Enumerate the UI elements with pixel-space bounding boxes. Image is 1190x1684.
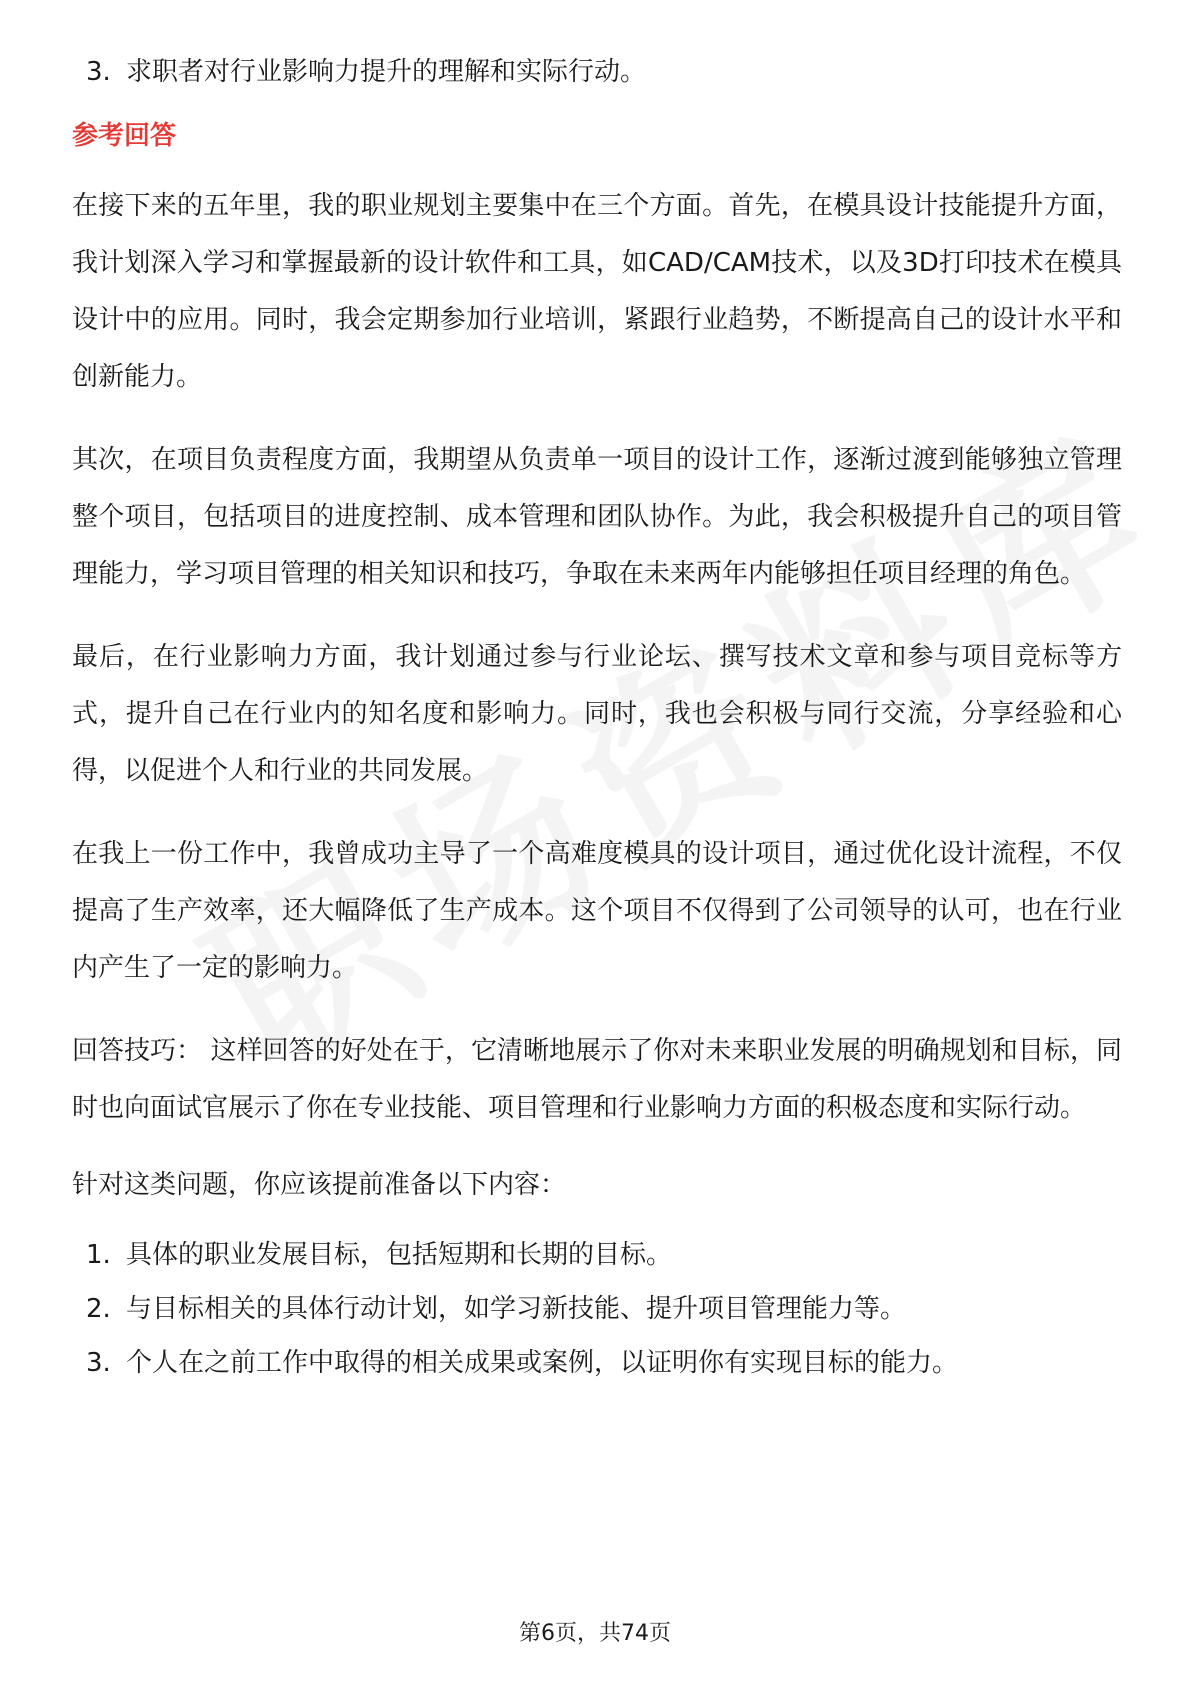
list-item xyxy=(72,1233,1122,1277)
list-item-number: 3. xyxy=(86,1348,111,1378)
list-item-number: 3. xyxy=(86,57,111,87)
page-content xyxy=(72,50,1122,1395)
list-item-text: 具体的职业发展目标，包括短期和长期的目标。 xyxy=(126,1240,673,1270)
list-item-text: 求职者对行业影响力提升的理解和实际行动。 xyxy=(126,57,647,87)
list-item xyxy=(72,50,1122,94)
answer-tips-paragraph: 回答技巧： 这样回答的好处在于，它清晰地展示了你对未来职业发展的明确规划和目标，同时也向面试官展示了你在专业技能、项目管理和行业影响力方面的积极态度和实际行动。 xyxy=(72,1036,1122,1123)
list-item xyxy=(72,1341,1122,1385)
answer-paragraph-2: 其次，在项目负责程度方面，我期望从负责单一项目的设计工作，逐渐过渡到能够独立管理整个项目，包括项目的进度控制、成本管理和团队协作。为此，我会积极提升自己的项目管理能力，学习项目管理的相关知识和技巧，争取在未来两年内能够担任项目经理的角色。 xyxy=(72,445,1122,589)
answer-paragraph-3: 最后，在行业影响力方面，我计划通过参与行业论坛、撰写技术文章和参与项目竞标等方式，提升自己在行业内的知名度和影响力。同时，我也会积极与同行交流，分享经验和心得，以促进个人和行业的共同发展。 xyxy=(72,642,1122,786)
answer-paragraph-4: 在我上一份工作中，我曾成功主导了一个高难度模具的设计项目，通过优化设计流程，不仅提高了生产效率，还大幅降低了生产成本。这个项目不仅得到了公司领导的认可，也在行业内产生了一定的影响力。 xyxy=(72,839,1122,983)
prep-list xyxy=(72,1233,1122,1385)
page-number-footer: 第6页，共74页 xyxy=(519,1621,671,1646)
list-item-text: 个人在之前工作中取得的相关成果或案例，以证明你有实现目标的能力。 xyxy=(126,1348,959,1378)
list-item-number: 1. xyxy=(86,1240,111,1270)
list-item-number: 2. xyxy=(86,1294,111,1324)
list-item-text: 与目标相关的具体行动计划，如学习新技能、提升项目管理能力等。 xyxy=(126,1294,907,1324)
list-item xyxy=(72,1287,1122,1331)
prep-intro: 针对这类问题，你应该提前准备以下内容： xyxy=(72,1170,567,1200)
section-heading: 参考回答 xyxy=(72,121,177,151)
answer-paragraph-1: 在接下来的五年里，我的职业规划主要集中在三个方面。首先，在模具设计技能提升方面，我计划深入学习和掌握最新的设计软件和工具，如CAD/CAM技术，以及3D打印技术在模具设计中的应用。同时，我会定期参加行业培训，紧跟行业趋势，不断提高自己的设计水平和创新能力。 xyxy=(72,191,1122,392)
